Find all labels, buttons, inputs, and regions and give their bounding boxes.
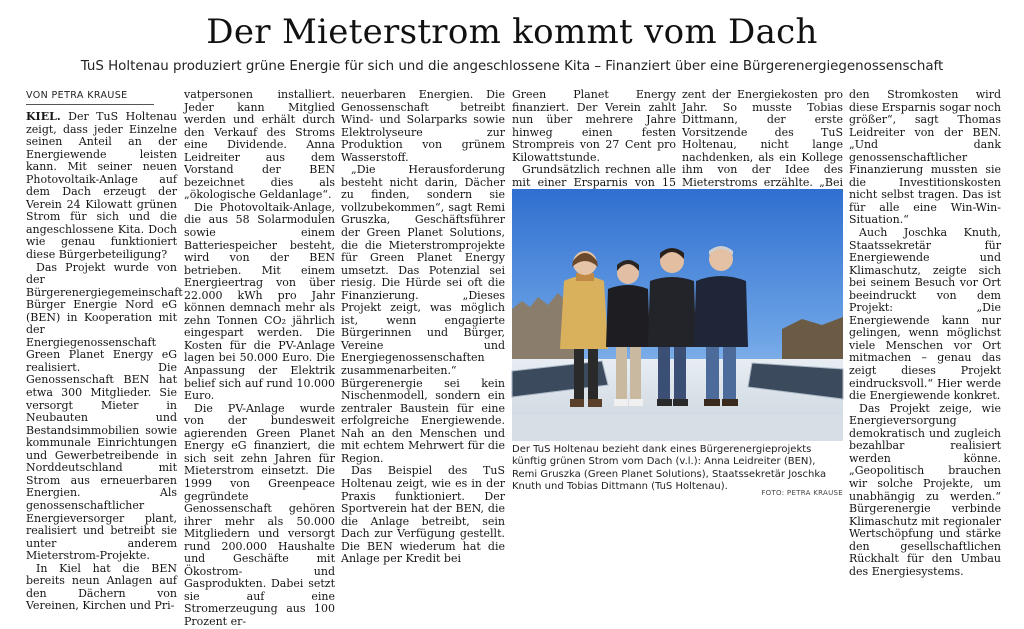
paragraph: Die PV-Anlage wurde von der bundesweit agierenden Green Planet Energy eG finanziert, die sich seit zehn Jahren für Mieterstrom einsetzt. Die 1999 von Greenpeace gegründete Genossenschaft gehören ihrer mehr als 50.000 Mitgliedern und versorgt rund 200.000 Haushalte und Geschäfte mit Ökostrom- und Gasprodukten. Dabei setzt sie auf eine Stromerzeugung aus 100 Prozent er-	[184, 401, 335, 628]
paragraph: Auch Joschka Knuth, Staatssekretär für Energiewende und Klimaschutz, zeigte sich bei seinem Besuch vor Ort beeindruckt von dem Projekt: „Die Energiewende kann nur gelingen, wenn möglichst viele Menschen vor Ort mitmachen – genau das zeigt dieses Projekt eindrucksvoll.“ Hier werde die Energiewende konkret.	[849, 226, 1001, 403]
headline: Der Mieterstrom kommt vom Dach	[206, 12, 818, 52]
paragraph: neuerbaren Energien. Die Genossenschaft betreibt Wind- und Solarparks sowie Elektrolyseure zur Produktion von grünem Wasserstoff.	[341, 88, 505, 164]
paragraph: vatpersonen installiert. Jeder kann Mitglied werden und erhält durch den Verkauf des Stroms eine Dividende. Anna Leidreiter aus dem Vorstand der BEN bezeichnet dies als „ökologische Geldanlage“.	[184, 88, 335, 202]
article-column-2	[184, 88, 335, 628]
article-photo	[512, 189, 843, 441]
byline: VON PETRA KRAUSE	[26, 90, 154, 105]
paragraph: Das Projekt wurde von der Bürgerenergiegemeinschaft Bürger Energie Nord eG (BEN) in Kooperation mit der Energiegenossenschaft Green Planet Energy eG realisiert. Die Genossenschaft BEN hat etwa 300 Mitglieder. Sie versorgt Mieter in Neubauten und Bestandsimmobilien sowie kommunale Einrichtungen und Gewerbetreibende in Norddeutschland mit Strom aus erneuerbaren Energien. Als genossenschaftlicher Energieversorger plant, realisiert und betreibt sie unter anderem Mieterstrom-Projekte.	[26, 260, 183, 563]
paragraph: zent der Energiekosten pro Jahr. So musste Tobias Dittmann, der erste Vorsitzende des TuS Holtenau, nicht lange nachdenken, als ein Kollege ihm von der Idee des Mieterstroms erzählte. „Bei	[682, 88, 843, 189]
article-column-6	[849, 88, 1001, 578]
paragraph: Das Beispiel des TuS Holtenau zeigt, wie es in der Praxis funktioniert. Der Sportverein hat der BEN, die die Anlage betreibt, sein Dach zur Verfügung gestellt. Die BEN wiederum hat die Anlage per Kredit bei	[341, 464, 505, 566]
article-column-4	[512, 88, 676, 189]
paragraph: „Die Herausforderung besteht nicht darin, Dächer zu finden, sondern sie vollzubekommen“, sagt Remi Gruszka, Geschäftsführer der Green Planet Solutions, die die Mieterstromprojekte für Green Planet Energy umsetzt. Das Potenzial sei riesig. Die Hürde sei oft die Finanzierung. „Dieses Projekt zeigt, was möglich ist, wenn engagierte Bürgerinnen und Bürger, Vereine und Energiegenossenschaften zusammenarbeiten.“ Bürgerenergie sei kein Nischenmodell, sondern ein zentraler Baustein für eine erfolgreiche Energiewende. Nah an den Menschen und mit echtem Mehrwert für die Region.	[341, 163, 505, 465]
photo-credit: FOTO: PETRA KRAUSE	[761, 489, 843, 497]
paragraph: den Stromkosten wird diese Ersparnis sogar noch größer“, sagt Thomas Leidreiter von der BEN. „Und dank genossenschaftlicher Finanzierung mussten sie die Investitionskosten nicht selbst tragen. Das ist für alle eine Win-Win-Situation.“	[849, 88, 1001, 227]
article-column-5	[682, 88, 843, 189]
paragraph: Grundsätzlich rechnen alle mit einer Ersparnis von 15	[512, 163, 676, 189]
paragraph: Green Planet Energy finanziert. Der Verein zahlt nun über mehrere Jahre hinweg einen festen Strompreis von 27 Cent pro Kilowattstunde.	[512, 88, 676, 164]
paragraph: Das Projekt zeige, wie Energieversorgung demokratisch und zugleich bezahlbar realisiert werden könne. „Geopolitisch brauchen wir solche Projekte, um unabhängig zu werden.“ Bürgerenergie verbinde Klimaschutz mit regionaler Wertschöpfung und stärke den gesellschaftlichen Rückhalt für den Umbau des Energiesystems.	[849, 401, 1001, 578]
photo-illustration	[512, 189, 843, 441]
paragraph	[26, 111, 177, 262]
article-column-1	[26, 110, 183, 613]
lead-text: Der TuS Holtenau zeigt, dass jeder Einzelne seinen Anteil an der Energiewende leisten kann. Mit seiner neuen Photovoltaik-Anlage auf dem Dach erzeugt der Verein 24 Kilowatt grünen Strom für sich und die angeschlossene Kita. Doch wie genau funktioniert diese Bürgerbeteiligung?	[26, 110, 177, 262]
paragraph: In Kiel hat die BEN bereits neun Anlagen auf den Dächern von Vereinen, Kirchen und Pri-	[26, 561, 177, 613]
subheadline: TuS Holtenau produziert grüne Energie für sich und die angeschlossene Kita – Finanziert über eine Bürgerenergiegenossenschaft	[80, 59, 944, 74]
article-column-3	[341, 88, 505, 566]
dateline: KIEL.	[26, 110, 61, 123]
paragraph: Die Photovoltaik-Anlage, die aus 58 Solarmodulen sowie einem Batteriespeicher besteht, wird von der BEN betrieben. Mit einem Energieertrag von über 22.000 kWh pro Jahr können demnach mehr als zehn Tonnen CO₂ jährlich eingespart werden. Die Kosten für die PV-Anlage lagen bei 50.000 Euro. Die Anpassung der Elektrik belief sich auf rund 10.000 Euro.	[184, 200, 335, 403]
photo-caption: Der TuS Holtenau bezieht dank eines Bürgerenergieprojekts künftig grünen Strom vom Dach (v.l.): Anna Leidreiter (BEN), Remi Gruszka (Green Planet Solutions), Staatssekretär Joschka Knuth und Tobias Dittmann (TuS Holtenau).	[512, 444, 827, 492]
